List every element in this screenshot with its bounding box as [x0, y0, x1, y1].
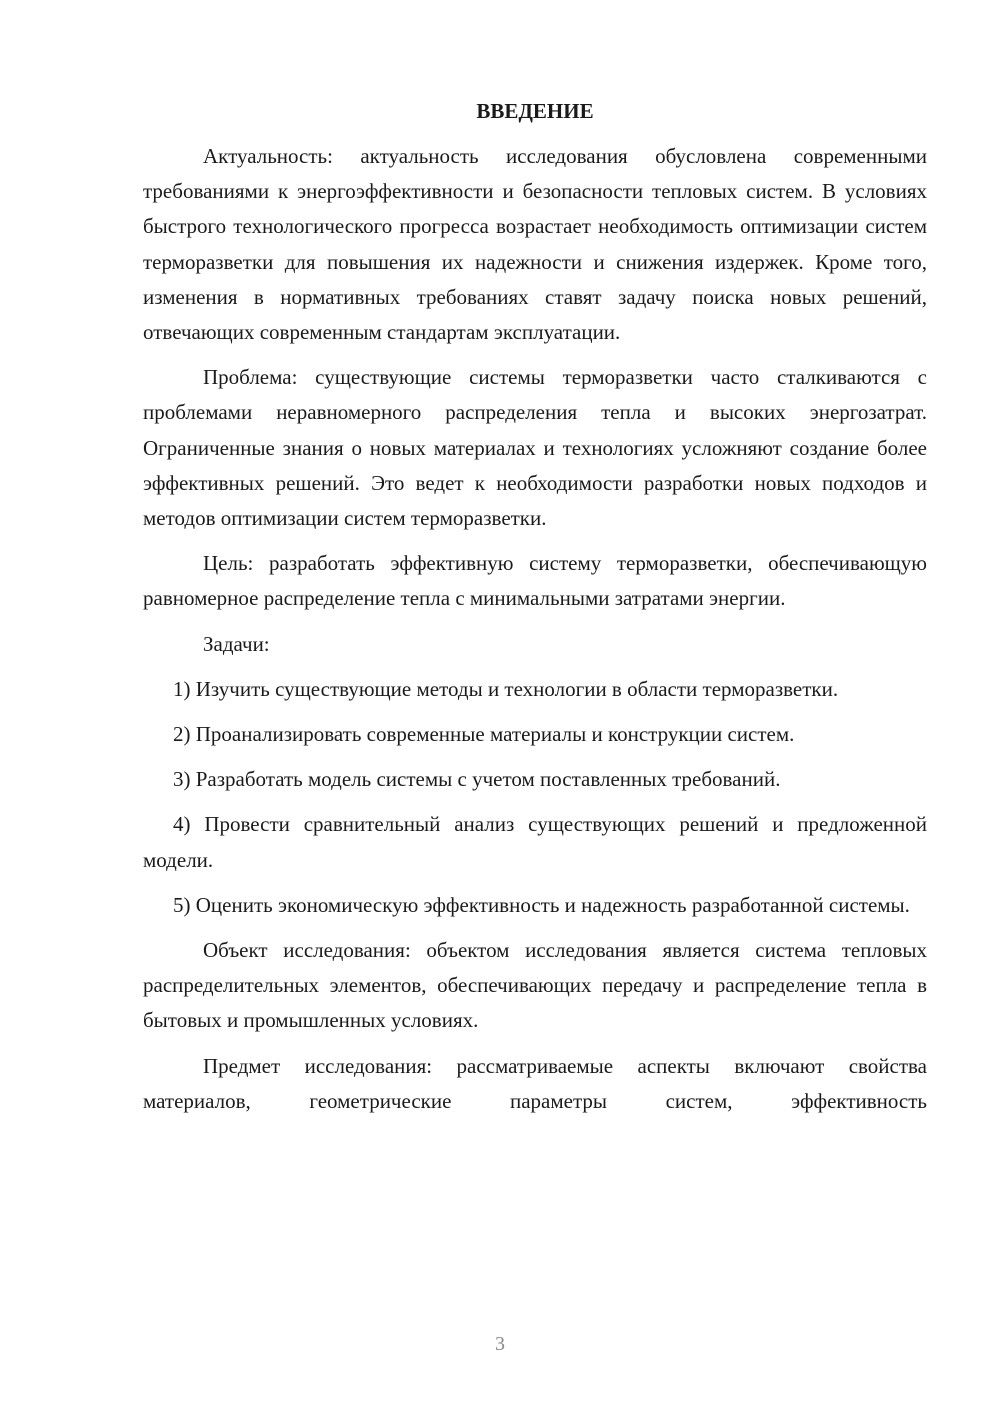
section-heading: ВВЕДЕНИЕ	[476, 99, 594, 123]
task-item: 4) Провести сравнительный анализ существующих решений и предложенной модели.	[143, 812, 927, 872]
paragraph-subject: Предмет исследования: рассматриваемые аспекты включают свойства материалов, геометрические параметры систем, эффективность	[143, 1053, 927, 1113]
document-page	[143, 96, 927, 1129]
task-list	[143, 672, 927, 923]
paragraph-relevance: Актуальность: актуальность исследования обусловлена современными требованиями к энергоэффективности и безопасности тепловых систем. В условиях быстрого технологического прогресса возрастает необходимость оптимизации систем терморазветки для повышения их надежности и снижения издержек. Кроме того, изменения в нормативных требованиях ставят задачу поиска новых решений, отвечающих современным стандартам эксплуатации.	[143, 144, 927, 345]
task-item: 1) Изучить существующие методы и технологии в области терморазветки.	[173, 676, 839, 701]
tasks-label: Задачи:	[203, 631, 270, 656]
task-item: 5) Оценить экономическую эффективность и надежность разработанной системы.	[173, 892, 910, 917]
page-number: 3	[495, 1333, 505, 1355]
task-item: 3) Разработать модель системы с учетом поставленных требований.	[173, 767, 781, 792]
paragraph-object: Объект исследования: объектом исследования является система тепловых распределительных элементов, обеспечивающих передачу и распределение тепла в бытовых и промышленных условиях.	[143, 938, 927, 1033]
task-item: 2) Проанализировать современные материалы и конструкции систем.	[173, 722, 795, 747]
paragraph-problem: Проблема: существующие системы терморазветки часто сталкиваются с проблемами неравномерного распределения тепла и высоких энергозатрат. Ограниченные знания о новых материалах и технологиях усложняют создание более эффективных решений. Это ведет к необходимости разработки новых подходов и методов оптимизации систем терморазветки.	[143, 365, 927, 531]
paragraph-goal: Цель: разработать эффективную систему терморазветки, обеспечивающую равномерное распределение тепла с минимальными затратами энергии.	[143, 551, 927, 611]
